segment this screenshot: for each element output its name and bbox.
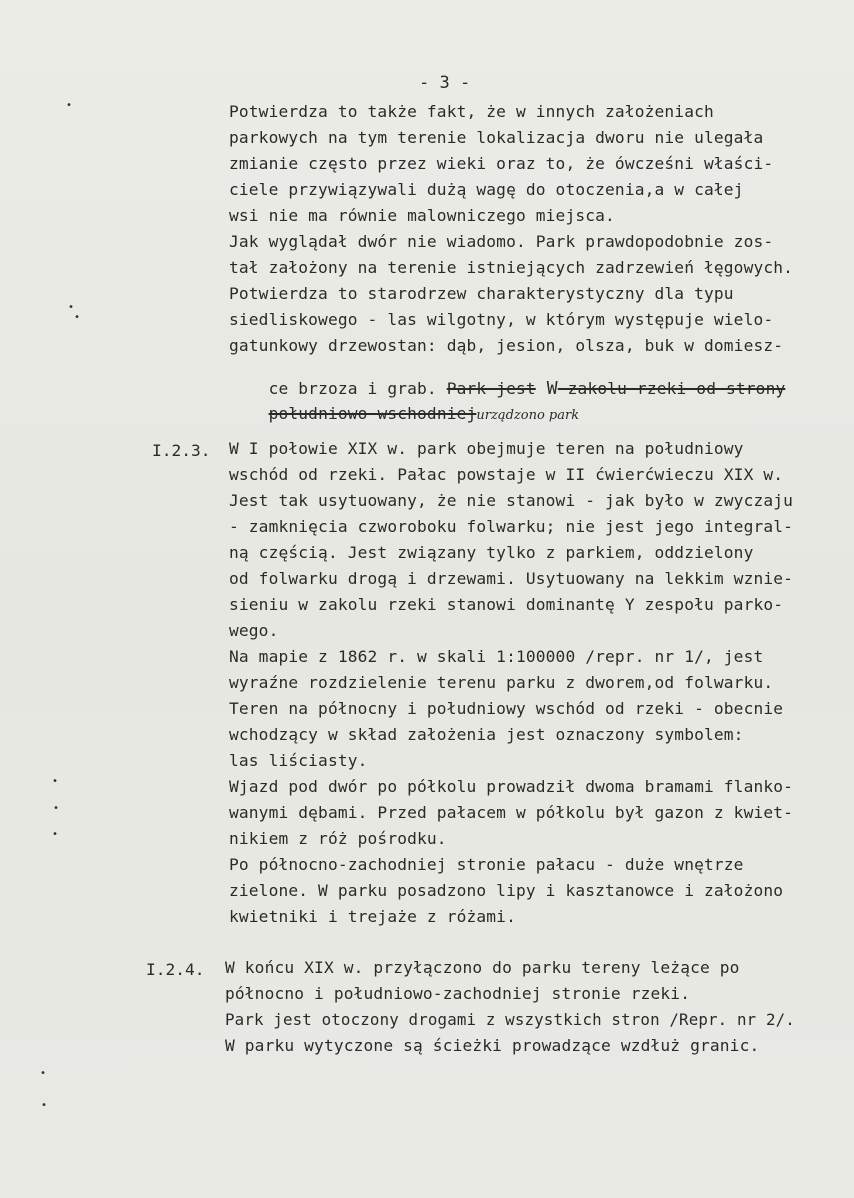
- section-number: I.2.4.: [146, 960, 205, 979]
- text-line: Teren na północny i południowy wschód od rzeki - obecnie: [229, 699, 784, 718]
- text-line: wyraźne rozdzielenie terenu parku z dworem,od folwarku.: [229, 673, 774, 692]
- page-number: - 3 -: [419, 73, 471, 93]
- text-line: nikiem z róż pośrodku.: [229, 829, 447, 848]
- text-line: siedliskowego - las wilgotny, w którym występuje wielo-: [229, 310, 774, 329]
- text-line: gatunkowy drzewostan: dąb, jesion, olsza, buk w domiesz-: [229, 336, 784, 355]
- text-segment: ce brzoza i grab.: [268, 379, 447, 399]
- text-line: Jest tak usytuowany, że nie stanowi - jak było w zwyczaju: [229, 491, 794, 510]
- text-line: Potwierdza to starodrzew charakterystyczny dla typu: [229, 284, 734, 303]
- text-line: wchodzący w skład założenia jest oznaczony symbolem:: [229, 725, 744, 744]
- text-line-with-strike: [229, 390, 579, 439]
- text-line: Po północno-zachodniej stronie pałacu - duże wnętrze: [229, 855, 744, 874]
- text-line: - zamknięcia czworoboku folwarku; nie jest jego integral-: [229, 517, 794, 536]
- margin-mark: •: [66, 100, 73, 111]
- margin-mark: •: [53, 803, 60, 814]
- text-line: wsi nie ma równie malowniczego miejsca.: [229, 206, 615, 225]
- text-line: sieniu w zakolu rzeki stanowi dominantę Y zespołu parko-: [229, 595, 784, 614]
- text-line: Jak wyglądał dwór nie wiadomo. Park prawdopodobnie zos-: [229, 232, 774, 251]
- text-line: Na mapie z 1862 r. w skali 1:100000 /repr. nr 1/, jest: [229, 647, 764, 666]
- margin-mark: •: [41, 1100, 48, 1111]
- handwritten-insertion: urządzono park: [476, 408, 580, 424]
- text-line: parkowych na tym terenie lokalizacja dworu nie ulegała: [229, 128, 764, 147]
- handwritten-w: W: [535, 378, 558, 400]
- text-line: zmianie często przez wieki oraz to, że ówcześni właści-: [229, 154, 774, 173]
- struck-text: południowo-wschodniej: [268, 404, 477, 424]
- text-line: Potwierdza to także fakt, że w innych założeniach: [229, 102, 714, 121]
- text-line: Park jest otoczony drogami z wszystkich stron /Repr. nr 2/.: [225, 1010, 795, 1029]
- text-line: ną częścią. Jest związany tylko z parkiem, oddzielony: [229, 543, 754, 562]
- text-line: las liściasty.: [229, 751, 368, 770]
- struck-text: Park jest: [446, 379, 536, 399]
- text-line: W I połowie XIX w. park obejmuje teren na południowy: [229, 439, 744, 458]
- section-number: I.2.3.: [152, 441, 211, 460]
- struck-text: zakolu rzeki od strony: [557, 379, 786, 399]
- text-line: północno i południowo-zachodniej stronie rzeki.: [225, 984, 691, 1003]
- text-line: kwietniki i trejaże z różami.: [229, 907, 516, 926]
- text-line: zielone. W parku posadzono lipy i kasztanowce i założono: [229, 881, 784, 900]
- margin-mark: •: [52, 776, 59, 787]
- text-line: ciele przywiązywali dużą wagę do otoczenia,a w całej: [229, 180, 744, 199]
- text-line: wanymi dębami. Przed pałacem w półkolu był gazon z kwiet-: [229, 803, 794, 822]
- margin-mark: •: [52, 829, 59, 840]
- margin-mark: •: [40, 1068, 47, 1079]
- text-line: wego.: [229, 621, 279, 640]
- margin-mark: •: [68, 302, 75, 313]
- text-line: tał założony na terenie istniejących zadrzewień łęgowych.: [229, 258, 794, 277]
- text-line: W końcu XIX w. przyłączono do parku tereny leżące po: [225, 958, 740, 977]
- margin-mark: •: [74, 312, 81, 323]
- text-line: W parku wytyczone są ścieżki prowadzące wzdłuż granic.: [225, 1036, 760, 1055]
- text-line: Wjazd pod dwór po półkolu prowadził dwoma bramami flanko-: [229, 777, 794, 796]
- text-line: od folwarku drogą i drzewami. Usytuowany na lekkim wznie-: [229, 569, 794, 588]
- text-line: wschód od rzeki. Pałac powstaje w II ćwierćwieczu XIX w.: [229, 465, 784, 484]
